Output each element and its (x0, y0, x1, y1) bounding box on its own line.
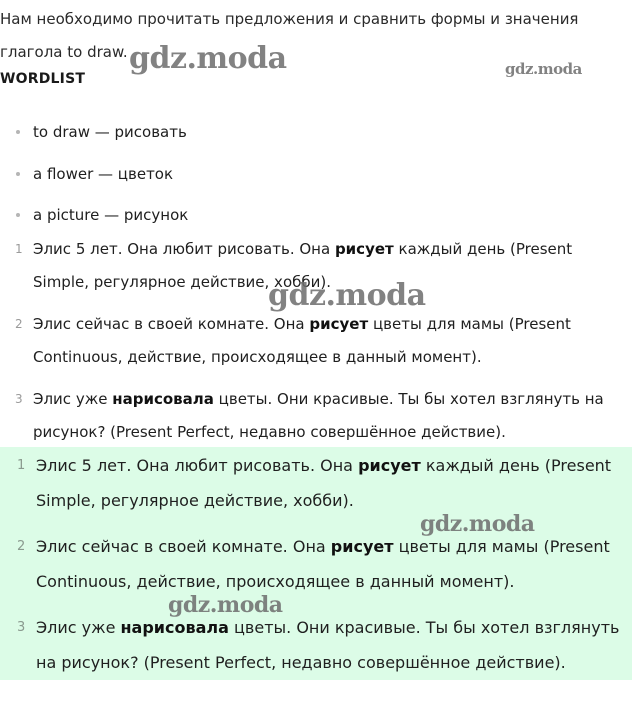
sentence-text: цветы. Они красивые. Ты бы хотел взглянуть на рисунок? (Present Perfect, недавно совершённое действие). (33, 390, 604, 441)
sentence-verb: рисует (309, 315, 369, 333)
answer-verb: нарисовала (120, 618, 229, 637)
sentence-text: Элис уже (33, 390, 113, 408)
sentence-verb: рисует (334, 240, 394, 258)
answer-number: 1 (17, 458, 26, 473)
answer-text: Элис сейчас в своей комнате. Она (36, 537, 331, 556)
answer-number: 2 (17, 539, 26, 554)
watermark: gdz.moda (168, 592, 283, 618)
bullet-icon (16, 130, 20, 134)
bullet-icon (16, 172, 20, 176)
wordlist-item (0, 116, 188, 158)
watermark: gdz.moda (420, 511, 535, 537)
sentence-text: Элис сейчас в своей комнате. Она (33, 315, 310, 333)
answer-text: цветы. Они красивые. Ты бы хотел взглянуть на рисунок? (Present Perfect, недавно совершённое действие). (36, 618, 620, 672)
sentence-text: каждый день (Present Simple, регулярное действие, хобби). (33, 240, 573, 291)
answer-verb: рисует (330, 537, 394, 556)
answer-verb: рисует (358, 456, 421, 475)
answer-item (0, 448, 632, 518)
answer-block (0, 447, 632, 680)
wordlist-item-text: to draw — рисовать (33, 123, 187, 141)
bullet-icon (16, 213, 20, 217)
intro-text: Нам необходимо прочитать предложения и сравнить формы и значения глагола to draw. (0, 10, 579, 61)
answer-item (0, 610, 632, 680)
answer-number: 3 (17, 620, 26, 635)
sentence-text: цветы для мамы (Present Continuous, действие, происходящее в данный момент). (33, 315, 571, 366)
sentences-list (0, 233, 632, 458)
watermark: gdz.moda (129, 41, 287, 76)
wordlist-item-text: a flower — цветок (33, 164, 174, 183)
sentence-number: 2 (15, 317, 23, 331)
wordlist-item-text: a picture — рисунок (33, 206, 189, 224)
sentence-verb: нарисовала (112, 390, 214, 408)
watermark: gdz.moda (268, 278, 426, 313)
answer-item (0, 529, 632, 599)
sentence-number: 1 (15, 242, 23, 256)
watermark: gdz.moda (505, 60, 582, 78)
answer-text: каждый день (Present Simple, регулярное действие, хобби). (36, 456, 612, 510)
answer-text: цветы для мамы (Present Continuous, действие, происходящее в данный момент). (36, 537, 610, 591)
sentence-item (0, 308, 632, 374)
wordlist-heading: WORDLIST (0, 71, 86, 87)
sentence-number: 3 (15, 392, 23, 406)
wordlist (0, 116, 188, 241)
answer-text: Элис уже (36, 618, 121, 637)
wordlist-item (0, 158, 188, 200)
sentence-text: Элис 5 лет. Она любит рисовать. Она (33, 240, 335, 258)
sentence-item (0, 383, 632, 449)
answer-text: Элис 5 лет. Она любит рисовать. Она (36, 456, 359, 475)
